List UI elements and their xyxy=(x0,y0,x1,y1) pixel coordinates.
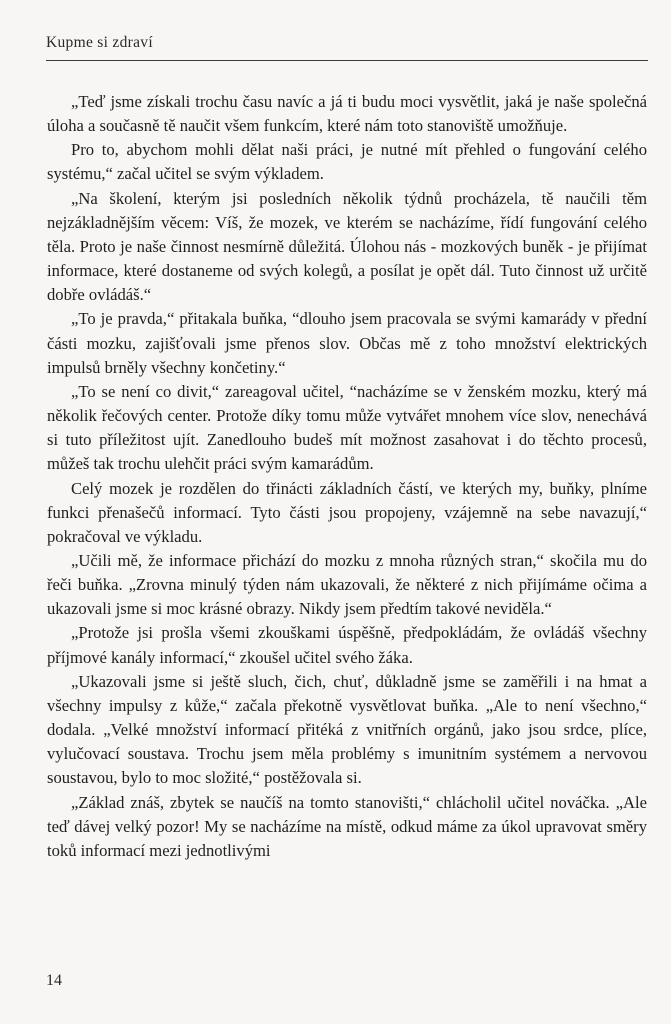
paragraph: „Učili mě, že informace přichází do mozku z mnoha různých stran,“ skočila mu do řeči buňka. „Zrovna minulý týden nám ukazovali, že některé z nich přijímáme očima a ukazovali jsme si moc krásné obrazy. Nikdy jsem předtím takové neviděla.“ xyxy=(47,550,647,619)
paragraph: Pro to, abychom mohli dělat naši práci, je nutné mít přehled o fungování celého systému,“ začal učitel se svým výkladem. xyxy=(47,140,647,184)
header-rule xyxy=(46,60,648,61)
body-text xyxy=(47,90,647,863)
paragraph: „Ukazovali jsme si ještě sluch, čich, chuť, důkladně jsme se zaměřili i na hmat a všechny impulsy z kůže,“ začala překotně vysvětlovat buňka. „Ale to není všechno,“ dodala. „Velké množství informací přitéká z vnitřních orgánů, jako jsou srdce, plíce, vylučovací soustava. Trochu jsem měla problémy s imunitním systémem a nervovou soustavou, bylo to moc složité,“ postěžovala si. xyxy=(47,671,647,788)
paragraph: „Základ znáš, zbytek se naučíš na tomto stanovišti,“ chlácholil učitel nováčka. „Ale teď dávej velký pozor! My se nacházíme na místě, odkud máme za úkol upravovat směry toků informací mezi jednotlivými xyxy=(47,792,647,860)
paragraph: „To je pravda,“ přitakala buňka, “dlouho jsem pracovala se svými kamarády v přední části mozku, zajišťovali jsme přenos slov. Občas mě z toho množství elektrických impulsů brněly všechny končetiny.“ xyxy=(47,309,647,377)
paragraph: „Protože jsi prošla všemi zkouškami úspěšně, předpokládám, že ovládáš všechny příjmové kanály informací,“ zkoušel učitel svého žáka. xyxy=(47,623,647,667)
running-head: Kupme si zdraví xyxy=(46,34,153,51)
paragraph: „Na školení, kterým jsi posledních několik týdnů procházela, tě naučili těm nejzákladnějším věcem: Víš, že mozek, ve kterém se nacházíme, řídí fungování celého těla. Proto je naše činnost nesmírně důležitá. Úlohou nás - mozkových buněk - je přijímat informace, které dostaneme od svých kolegů, a posílat je opět dál. Tuto činnost už určitě dobře ovládáš.“ xyxy=(47,188,647,305)
paragraph: Celý mozek je rozdělen do třinácti základních částí, ve kterých my, buňky, plníme funkci přenašečů informací. Tyto části jsou propojeny, vzájemně na sebe navazují,“ pokračoval ve výkladu. xyxy=(47,478,647,546)
page-number: 14 xyxy=(46,972,62,989)
paragraph: „Teď jsme získali trochu času navíc a já ti budu moci vysvětlit, jaká je naše společná úloha a současně tě naučit všem funkcím, které nám toto stanoviště umožňuje. xyxy=(47,92,647,136)
paragraph: „To se není co divit,“ zareagoval učitel, “nacházíme se v ženském mozku, který má několik řečových center. Protože díky tomu může vytvářet mnohem více slov, nenechává si tuto příležitost ujít. Zanedlouho budeš mít možnost zasahovat i do těchto procesů, můžeš tak trochu ulehčit práci svým kamarádům. xyxy=(47,381,647,474)
